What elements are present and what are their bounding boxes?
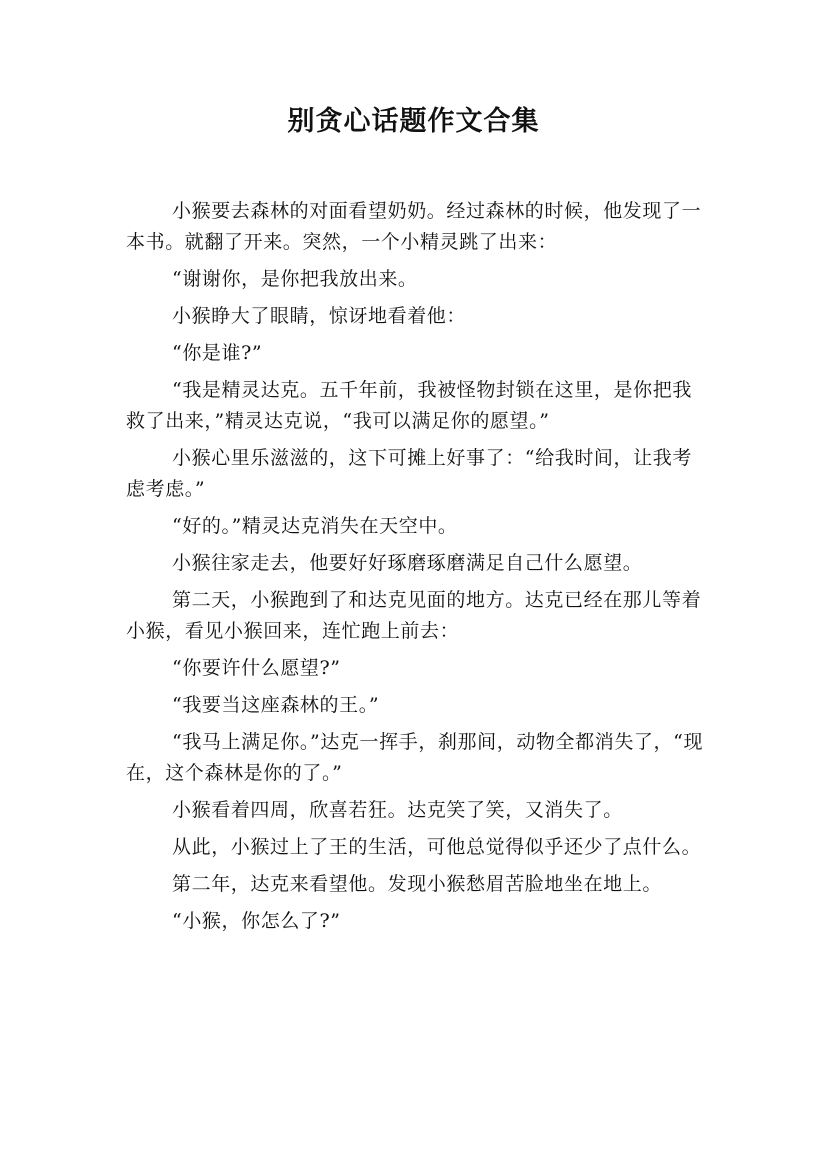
paragraph: 小猴看着四周，欣喜若狂。达克笑了笑，又消失了。 — [172, 799, 623, 821]
paragraph: 小猴睁大了眼睛，惊讶地看着他： — [172, 305, 467, 327]
paragraph: “你是谁?” — [172, 342, 263, 364]
document-title: 别贪心话题作文合集 — [287, 106, 540, 137]
paragraph: “谢谢你，是你把我放出来。 — [172, 268, 418, 290]
paragraph: 第二年，达克来看望他。发现小猴愁眉苦脸地坐在地上。 — [172, 873, 663, 895]
paragraph: “你要许什么愿望?” — [172, 657, 341, 679]
paragraph: 第二天，小猴跑到了和达克见面的地方。达克已经在那儿等着小猴，看见小猴回来，连忙跑上前去： — [126, 589, 702, 642]
paragraph: “好的。”精灵达克消失在天空中。 — [172, 515, 458, 537]
paragraph: 小猴往家走去，他要好好琢磨琢磨满足自己什么愿望。 — [172, 552, 643, 574]
document-body — [126, 196, 706, 943]
paragraph: 小猴心里乐滋滋的，这下可摊上好事了：“给我时间，让我考虑考虑。” — [126, 447, 692, 500]
paragraph: 小猴要去森林的对面看望奶奶。经过森林的时候，他发现了一本书。就翻了开来。突然，一个小精灵跳了出来： — [126, 200, 702, 253]
paragraph: “我马上满足你。”达克一挥手，刹那间，动物全都消失了，“现在，这个森林是你的了。” — [126, 731, 704, 784]
paragraph: “小猴，你怎么了?” — [172, 910, 341, 932]
paragraph: “我是精灵达克。五千年前，我被怪物封锁在这里，是你把我救了出来，”精灵达克说，“我可以满足你的愿望。” — [126, 379, 692, 432]
paragraph: 从此，小猴过上了王的生活，可他总觉得似乎还少了点什么。 — [172, 836, 702, 858]
paragraph: “我要当这座森林的王。” — [172, 694, 380, 716]
